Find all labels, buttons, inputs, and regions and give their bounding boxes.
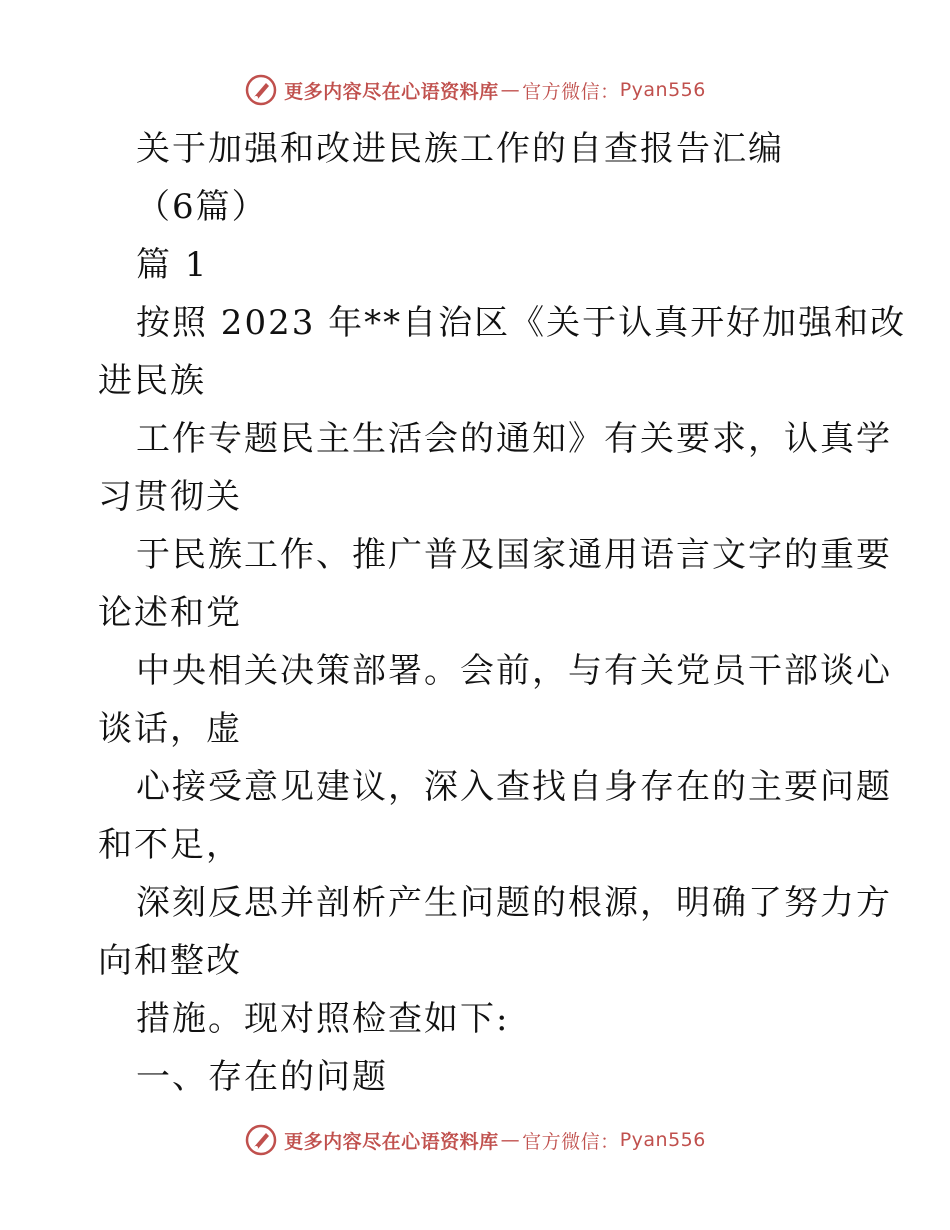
- paragraph-line: 心接受意见建议，深入查找自身存在的主要问题: [136, 767, 892, 807]
- section-heading-problems: 一、存在的问题: [136, 1057, 388, 1097]
- paragraph-line: 中央相关决策部署。会前，与有关党员干部谈心: [136, 651, 892, 691]
- banner-brand-text: 更多内容尽在心语资料库: [284, 1130, 499, 1153]
- banner-separator: —: [500, 79, 521, 101]
- document-title: 关于加强和改进民族工作的自查报告汇编: [136, 129, 784, 169]
- header-watermark-banner: [0, 70, 950, 110]
- pen-logo-icon: [244, 73, 278, 107]
- paragraph-line: 谈话，虚: [98, 709, 242, 749]
- banner-wechat-id: Pyan556: [619, 1129, 706, 1151]
- paragraph-line: 向和整改: [98, 941, 242, 981]
- document-subtitle: （6篇）: [136, 187, 268, 227]
- paragraph-line: 工作专题民主生活会的通知》有关要求，认真学: [136, 419, 892, 459]
- paragraph-line: 按照 2023 年**自治区《关于认真开好加强和改: [136, 303, 907, 343]
- pen-logo-icon: [244, 1123, 278, 1157]
- paragraph-line: 深刻反思并剖析产生问题的根源，明确了努力方: [136, 883, 892, 923]
- paragraph-line: 措施。现对照检查如下:: [136, 999, 510, 1039]
- paragraph-line: 习贯彻关: [98, 477, 242, 517]
- banner-brand-text: 更多内容尽在心语资料库: [284, 80, 499, 103]
- banner-wechat-label: 官方微信：: [522, 80, 620, 103]
- footer-watermark-banner: [0, 1120, 950, 1160]
- paragraph-line: 于民族工作、推广普及国家通用语言文字的重要: [136, 535, 892, 575]
- banner-separator: —: [500, 1129, 521, 1151]
- document-body: [98, 120, 907, 1106]
- paragraph-line: 进民族: [98, 361, 206, 401]
- banner-wechat-id: Pyan556: [619, 79, 706, 101]
- section-heading: 篇 1: [136, 245, 209, 285]
- paragraph-line: 论述和党: [98, 593, 242, 633]
- banner-wechat-label: 官方微信：: [522, 1130, 620, 1153]
- paragraph-line: 和不足，: [98, 825, 242, 865]
